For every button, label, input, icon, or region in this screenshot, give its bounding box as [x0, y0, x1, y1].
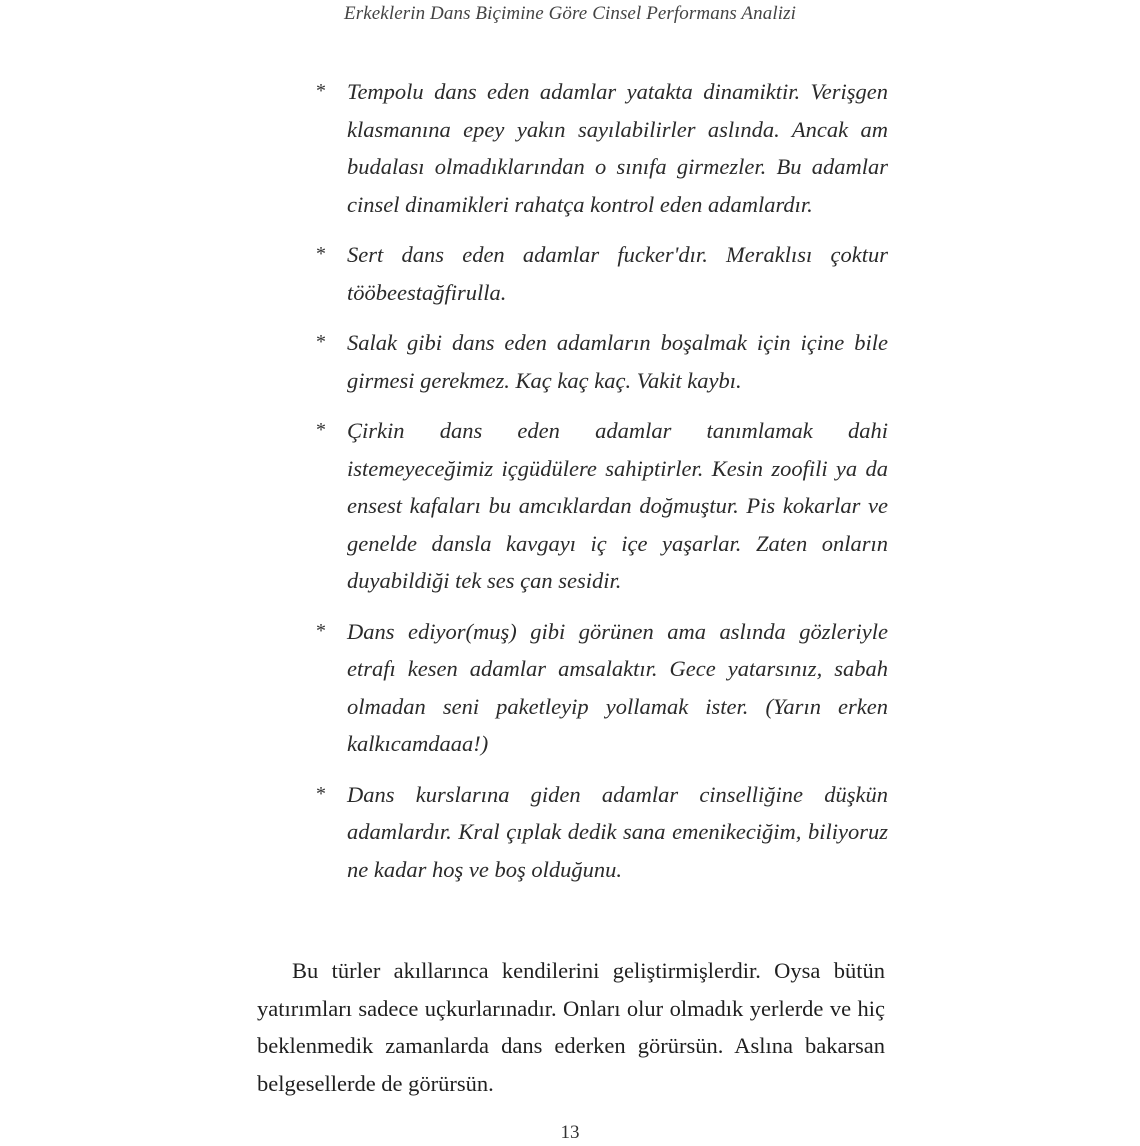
body-paragraph: Bu türler akıllarınca kendilerini geliştirmişlerdir. Oysa bütün yatırımları sadece uçkurlarınadır. Onları olur olmadık yerlerde ve hiç beklenmedik zamanlarda dans ederken görürsün. Aslına bakarsan belgesellerde de görürsün. [257, 958, 885, 1096]
bullet-text: Çirkin dans eden adamlar tanımlamak dahi istemeyeceğimiz içgüdülere sahiptirler. Kesin zoofili ya da ensest kafaları bu amcıklardan doğmuştur. Pis kokarlar ve genelde dansla kavgayı iç içe yaşarlar. Zaten onların duyabildiği tek ses çan sesidir. [347, 418, 888, 593]
bullet-text: Salak gibi dans eden adamların boşalmak için içine bile girmesi gerekmez. Kaç kaç kaç. Vakit kaybı. [347, 330, 888, 393]
bullet-text: Sert dans eden adamlar fucker'dır. Meraklısı çoktur tööbeestağfirulla. [347, 242, 888, 305]
asterisk-bullet-icon: * [316, 782, 326, 805]
bullet-list [314, 73, 888, 901]
bullet-item [314, 73, 888, 223]
bullet-item [314, 412, 888, 600]
bullet-item [314, 324, 888, 399]
running-header: Erkeklerin Dans Biçimine Göre Cinsel Performans Analizi [344, 3, 796, 24]
asterisk-bullet-icon: * [316, 243, 326, 265]
bullet-text: Dans kurslarına giden adamlar cinselliğine düşkün adamlardır. Kral çıplak dedik sana emenikeciğim, biliyoruz ne kadar hoş ve boş olduğunu. [347, 781, 888, 882]
asterisk-bullet-icon: * [316, 419, 326, 441]
bullet-text: Tempolu dans eden adamlar yatakta dinamiktir. Verişgen klasmanına epey yakın sayılabilirler aslında. Ancak am budalası olmadıklarından o sınıfa girmezler. Bu adamlar cinsel dinamikleri rahatça kontrol eden adamlardır. [347, 79, 888, 217]
asterisk-bullet-icon: * [316, 80, 326, 102]
bullet-item [314, 236, 888, 311]
asterisk-bullet-icon: * [316, 619, 326, 642]
page-number: 13 [560, 1122, 580, 1143]
bullet-item [314, 776, 888, 889]
asterisk-bullet-icon: * [316, 331, 326, 353]
bullet-item [314, 613, 888, 763]
bullet-text: Dans ediyor(muş) gibi görünen ama aslında gözleriyle etrafı kesen adamlar amsalaktır. Gece yatarsınız, sabah olmadan seni paketleyip yollamak ister. (Yarın erken kalkıcamdaaa!) [347, 618, 888, 756]
